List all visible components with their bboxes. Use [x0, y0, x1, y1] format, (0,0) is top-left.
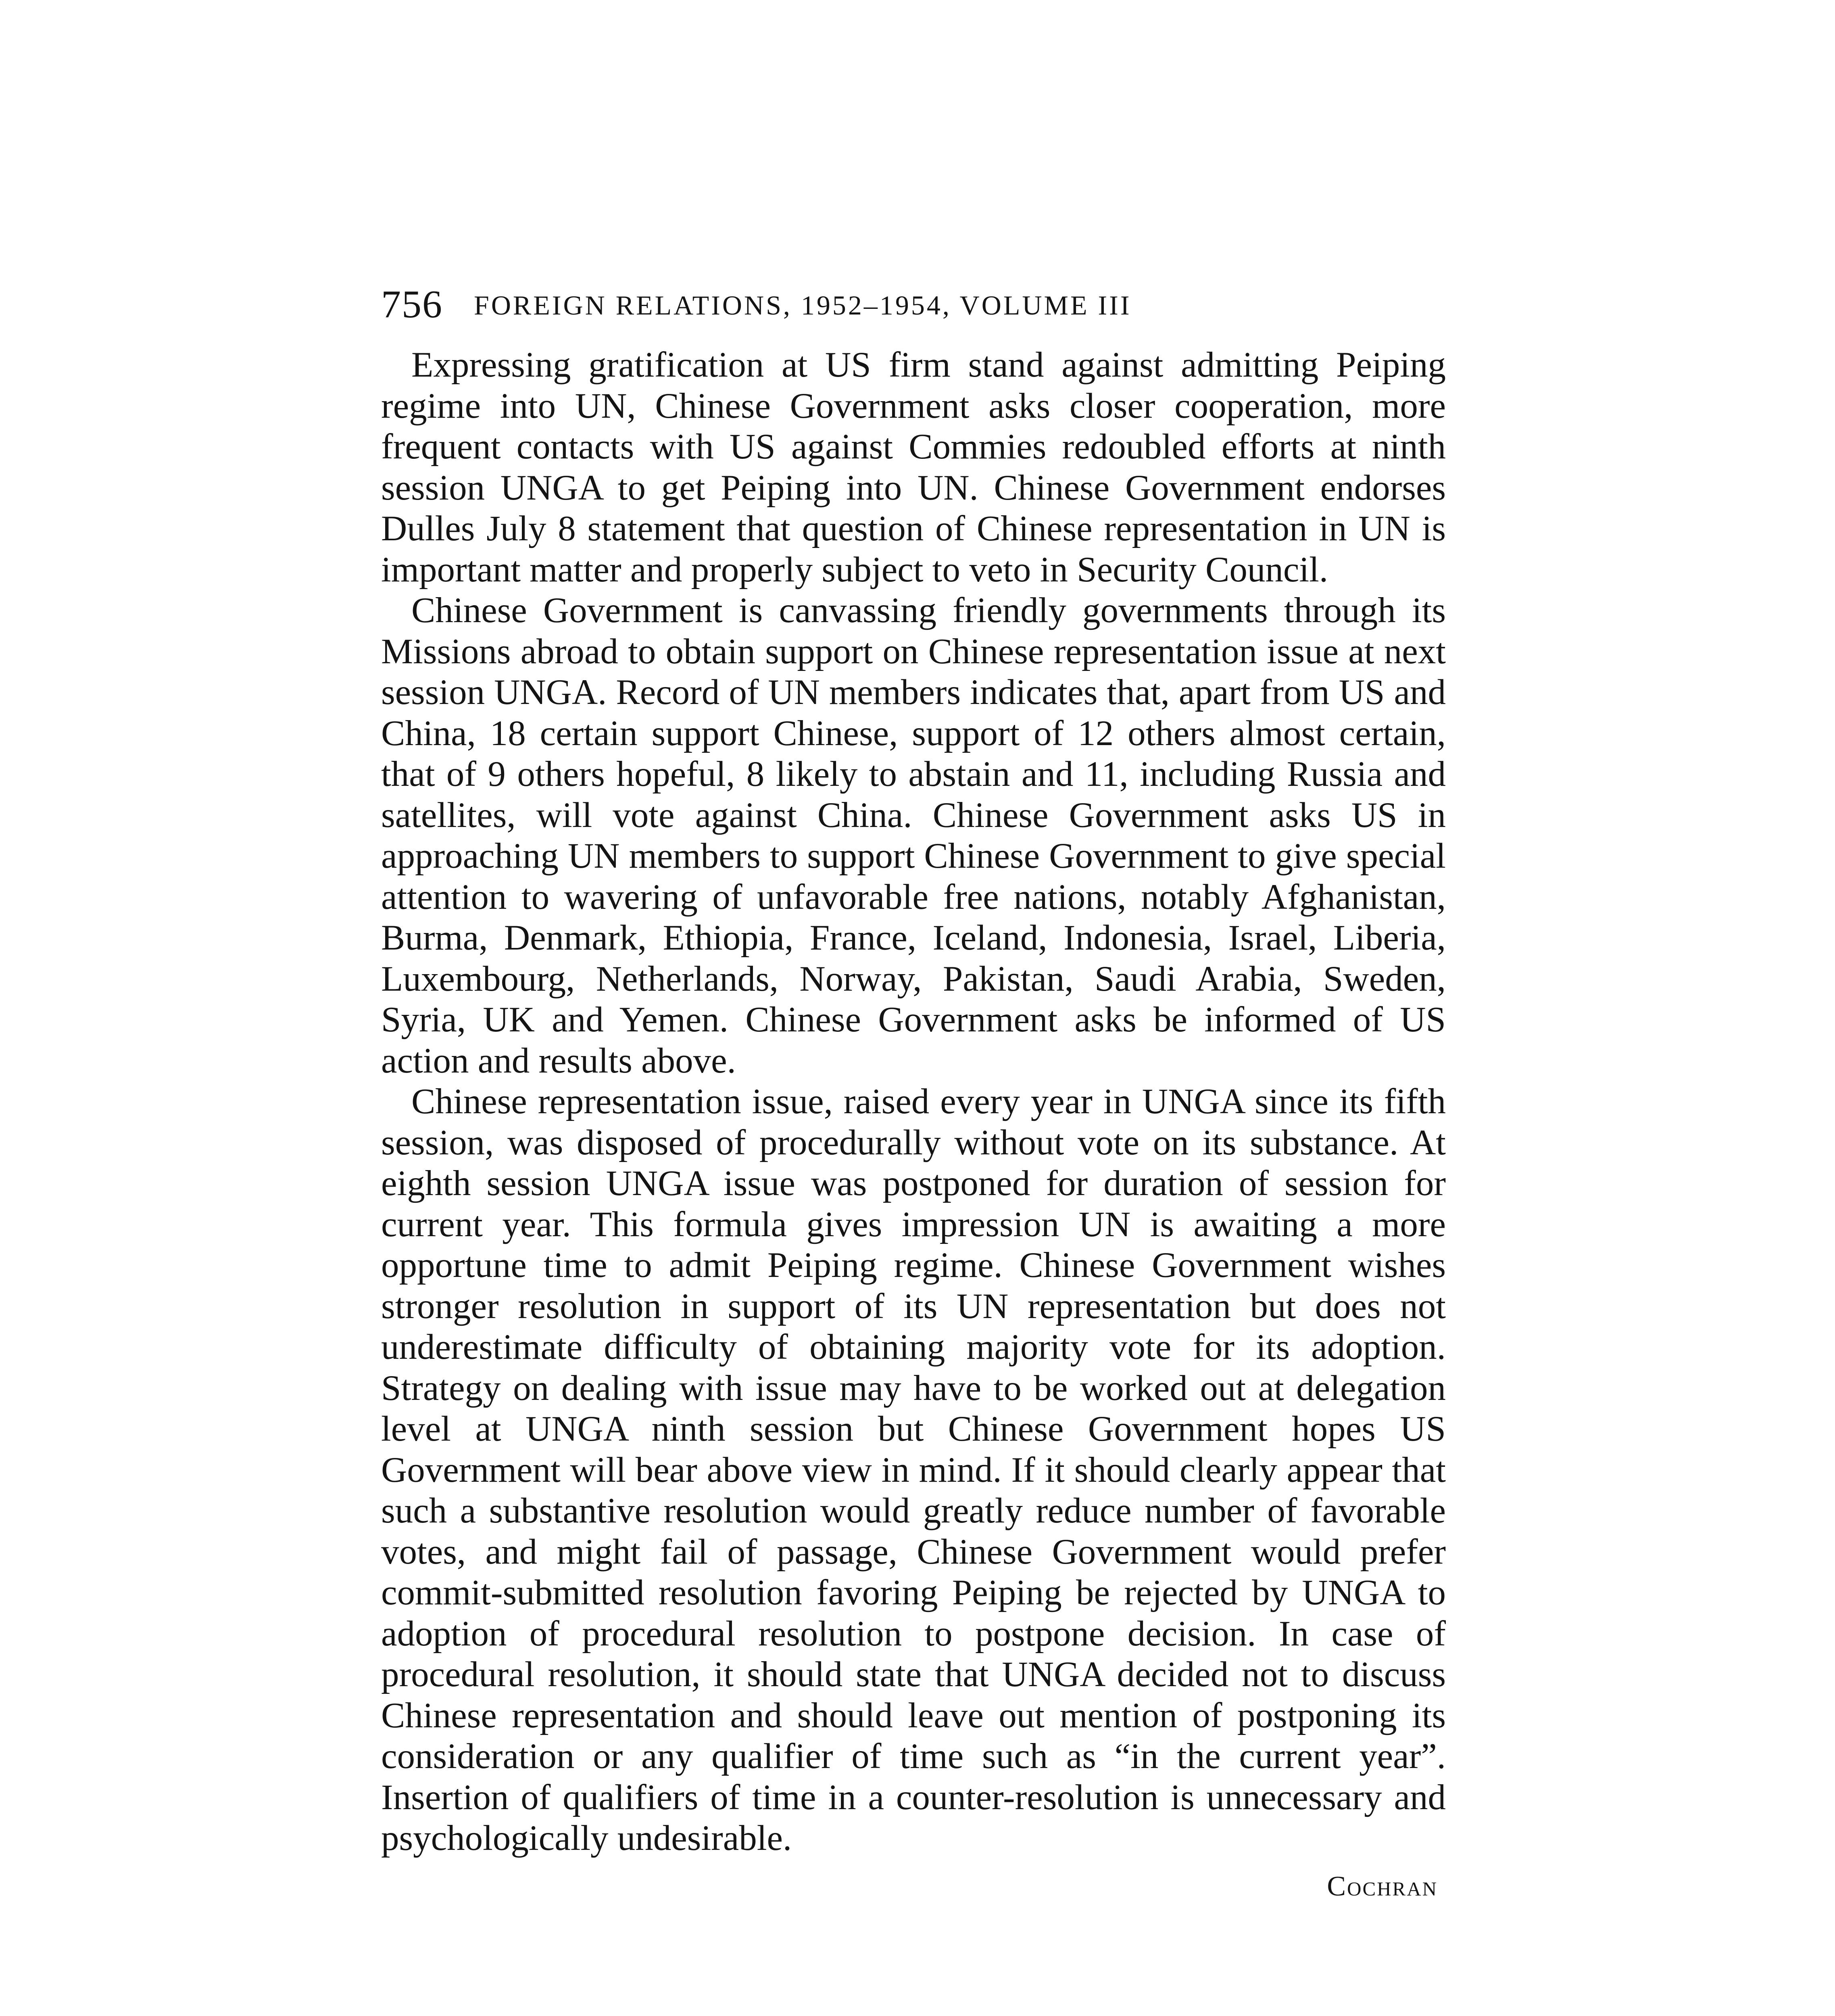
- paragraph-2: Chinese Government is canvassing friendly governments through its Missions abroad to obtain support on Chinese representation issue at next session UNGA. Record of UN members indicates that, apart from US and China, 18 certain support Chinese, support of 12 others almost certain, that of 9 others hopeful, 8 likely to abstain and 11, including Russia and satellites, will vote against China. Chinese Government asks US in approaching UN members to support Chinese Government to give special attention to wavering of unfavorable free nations, notably Afghanistan, Burma, Denmark, Ethiopia, France, Iceland, Indonesia, Israel, Liberia, Luxembourg, Netherlands, Norway, Pakistan, Saudi Arabia, Sweden, Syria, UK and Yemen. Chinese Government asks be informed of US action and results above.: [381, 591, 1446, 1081]
- document-body: [381, 345, 1446, 1907]
- page-number: 756: [381, 283, 443, 326]
- paragraph-1: Expressing gratification at US firm stand against admitting Peiping regime into UN, Chinese Government asks closer cooperation, more frequent contacts with US against Commies redoubled efforts at ninth session UNGA to get Peiping into UN. Chinese Government endorses Dulles July 8 statement that question of Chinese representation in UN is important matter and properly subject to veto in Security Council.: [381, 345, 1446, 589]
- signature: Cochran: [1327, 1870, 1438, 1902]
- paragraph-3: Chinese representation issue, raised every year in UNGA since its fifth session, was disposed of procedurally without vote on its substance. At eighth session UNGA issue was postponed for duration of session for current year. This formula gives impression UN is awaiting a more opportune time to admit Peiping regime. Chinese Government wishes stronger resolution in support of its UN representation but does not underestimate difficulty of obtaining majority vote for its adoption. Strategy on dealing with issue may have to be worked out at delegation level at UNGA ninth session but Chinese Government hopes US Government will bear above view in mind. If it should clearly appear that such a substantive resolution would greatly reduce number of favorable votes, and might fail of passage, Chinese Government would prefer commit-submitted resolution favoring Peiping be rejected by UNGA to adoption of procedural resolution to postpone decision. In case of procedural resolution, it should state that UNGA decided not to discuss Chinese representation and should leave out mention of postponing its consideration or any qualifier of time such as “in the current year”. Insertion of qualifiers of time in a counter-resolution is unnecessary and psychologically undesirable.: [381, 1082, 1446, 1858]
- running-head: FOREIGN RELATIONS, 1952–1954, VOLUME III: [474, 290, 1132, 321]
- page-header: [381, 278, 1446, 335]
